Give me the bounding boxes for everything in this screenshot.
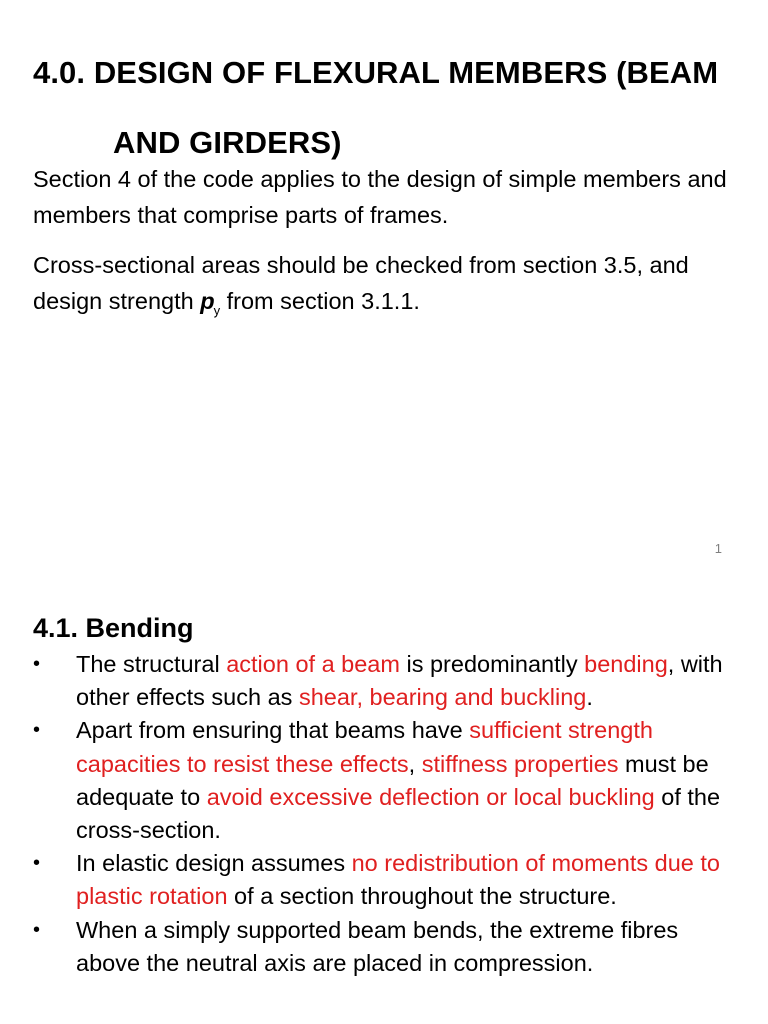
- text-run: In elastic design assumes: [76, 850, 352, 877]
- bullet-icon: •: [33, 852, 41, 875]
- text-run: is predominantly: [399, 651, 585, 677]
- bullet-list: [33, 648, 738, 980]
- text-run: ,: [408, 750, 422, 777]
- py-subscript: y: [213, 303, 221, 318]
- design-strength-paragraph: [33, 247, 743, 329]
- emphasis-text: bending: [584, 651, 668, 677]
- section-heading: 4.1. Bending: [33, 613, 194, 643]
- para2-text-start: Cross-sectional areas should be checked from section 3.5, and design strength: [33, 252, 689, 314]
- text-run: must be adequate to: [76, 750, 709, 810]
- list-item: [33, 648, 738, 714]
- list-item: [33, 847, 738, 913]
- para2-text-end: from section 3.1.1.: [220, 288, 420, 314]
- title-line-2: AND GIRDERS): [113, 125, 342, 160]
- list-item: [33, 914, 738, 980]
- page-number: 1: [714, 541, 722, 556]
- list-item: [33, 714, 738, 847]
- emphasis-text: avoid excessive deflection or local buckling: [206, 783, 655, 810]
- text-run: .: [586, 684, 593, 711]
- slide-title: [33, 38, 753, 178]
- text-run: When a simply supported beam bends, the extreme fibres above the neutral axis are placed in compression.: [76, 916, 679, 976]
- text-run: of a section throughout the structure.: [227, 883, 617, 910]
- intro-paragraph: Section 4 of the code applies to the design of simple members and members that comprise parts of frames.: [33, 166, 727, 228]
- emphasis-text: sufficient strength capacities to resist these effects: [76, 717, 653, 777]
- emphasis-text: action of a beam: [226, 651, 400, 677]
- emphasis-text: no redistribution of moments due to plastic rotation: [76, 850, 720, 910]
- emphasis-text: shear, bearing and buckling: [298, 684, 587, 711]
- bullet-icon: •: [33, 918, 41, 941]
- bullet-icon: •: [33, 719, 41, 742]
- py-symbol: p: [200, 288, 215, 314]
- bullet-icon: •: [33, 653, 41, 675]
- text-run: of the cross-section.: [76, 783, 721, 844]
- title-line-1: 4.0. DESIGN OF FLEXURAL MEMBERS (BEAM: [33, 55, 719, 90]
- text-run: , with other effects such as: [76, 651, 723, 711]
- text-run: Apart from ensuring that beams have: [76, 717, 470, 744]
- emphasis-text: stiffness properties: [421, 750, 619, 777]
- text-run: The structural: [76, 651, 227, 677]
